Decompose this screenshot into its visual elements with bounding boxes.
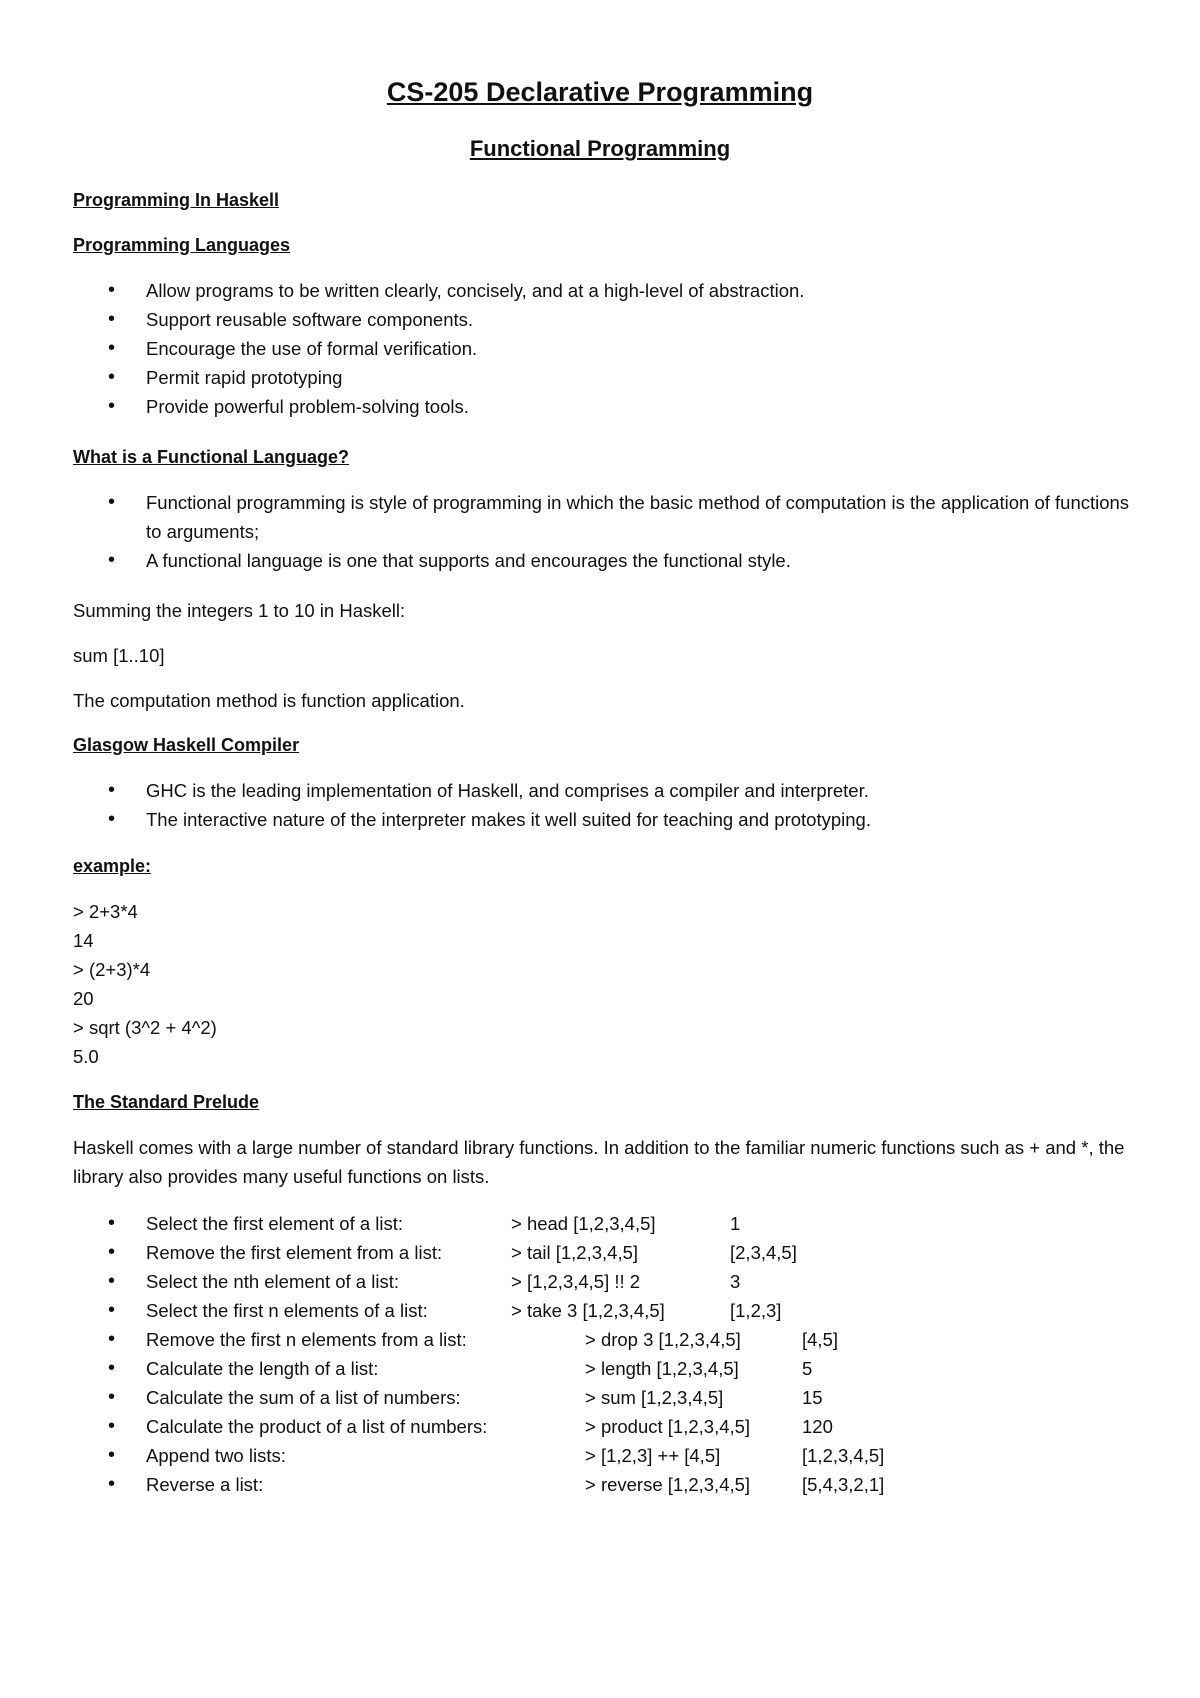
- heading-programming-languages: Programming Languages: [73, 235, 291, 255]
- prelude-expression: > drop 3 [1,2,3,4,5]: [585, 1329, 741, 1350]
- ghc-list: [0, 776, 1140, 834]
- list-item: • GHC is the leading implementation of Haskell, and comprises a compiler and interpreter.: [0, 776, 1140, 805]
- prelude-result: [4,5]: [802, 1329, 838, 1350]
- prelude-description: • Append two lists:: [146, 1445, 286, 1466]
- example-line: 5.0: [73, 1046, 99, 1067]
- list-item: • Provide powerful problem-solving tools.: [0, 392, 1140, 421]
- prelude-expression: > length [1,2,3,4,5]: [585, 1358, 739, 1379]
- computation-note: The computation method is function application.: [73, 690, 465, 711]
- heading-programming-in-haskell: Programming In Haskell: [73, 190, 280, 210]
- prelude-row: [0, 1470, 1140, 1499]
- prelude-result: 1: [730, 1213, 741, 1234]
- heading-functional-language: What is a Functional Language?: [73, 447, 350, 467]
- prelude-expression: > product [1,2,3,4,5]: [585, 1416, 751, 1437]
- prelude-row: [0, 1267, 1140, 1296]
- prelude-expression: > tail [1,2,3,4,5]: [511, 1242, 639, 1263]
- document-subtitle: Functional Programming: [469, 136, 731, 161]
- list-item: • Encourage the use of formal verification.: [0, 334, 1140, 363]
- prelude-description: • Select the first n elements of a list:: [146, 1300, 428, 1321]
- prelude-result: 15: [802, 1387, 823, 1408]
- prelude-expression: > [1,2,3,4,5] !! 2: [511, 1271, 641, 1292]
- prelude-description: • Remove the first element from a list:: [146, 1242, 443, 1263]
- prelude-description: • Reverse a list:: [146, 1474, 264, 1495]
- prelude-row: [0, 1354, 1140, 1383]
- prelude-description: • Calculate the product of a list of numbers:: [146, 1416, 488, 1437]
- example-line: 20: [73, 988, 94, 1009]
- heading-example: example:: [73, 856, 152, 876]
- prelude-row: [0, 1296, 1140, 1325]
- list-item: • Allow programs to be written clearly, concisely, and at a high-level of abstraction.: [0, 276, 1140, 305]
- prelude-expression: > [1,2,3] ++ [4,5]: [585, 1445, 721, 1466]
- prelude-description: • Calculate the sum of a list of numbers:: [146, 1387, 461, 1408]
- prelude-description: • Calculate the length of a list:: [146, 1358, 379, 1379]
- prelude-result: [2,3,4,5]: [730, 1242, 797, 1263]
- example-line: 14: [73, 930, 94, 951]
- example-line: > sqrt (3^2 + 4^2): [73, 1017, 217, 1038]
- prelude-result: 120: [802, 1416, 833, 1437]
- programming-languages-list: [0, 276, 1140, 421]
- prelude-functions-list: [0, 1209, 1140, 1499]
- prelude-row: [0, 1209, 1140, 1238]
- summing-code: sum [1..10]: [73, 645, 165, 666]
- prelude-result: [1,2,3]: [730, 1300, 782, 1321]
- prelude-result: [5,4,3,2,1]: [802, 1474, 885, 1495]
- prelude-description: • Remove the first n elements from a list:: [146, 1329, 467, 1350]
- heading-prelude: The Standard Prelude: [73, 1092, 260, 1112]
- list-item: • Support reusable software components.: [0, 305, 1140, 334]
- example-line: > (2+3)*4: [73, 959, 151, 980]
- prelude-expression: > take 3 [1,2,3,4,5]: [511, 1300, 665, 1321]
- prelude-expression: > head [1,2,3,4,5]: [511, 1213, 656, 1234]
- example-line: > 2+3*4: [73, 901, 138, 922]
- prelude-result: 3: [730, 1271, 741, 1292]
- prelude-description: • Select the first element of a list:: [146, 1213, 404, 1234]
- list-item: • Functional programming is style of programming in which the basic method of computation is the application of functions to arguments;: [0, 488, 1140, 546]
- prelude-intro: Haskell comes with a large number of standard library functions. In addition to the familiar numeric functions such as + and *, the library also provides many useful functions on lists.: [73, 1137, 1125, 1187]
- prelude-row: [0, 1441, 1140, 1470]
- document-title: CS-205 Declarative Programming: [386, 77, 814, 107]
- prelude-description: • Select the nth element of a list:: [146, 1271, 399, 1292]
- prelude-row: [0, 1412, 1140, 1441]
- functional-language-list: [0, 488, 1140, 575]
- prelude-result: [1,2,3,4,5]: [802, 1445, 885, 1466]
- prelude-row: [0, 1238, 1140, 1267]
- list-item: • A functional language is one that supports and encourages the functional style.: [0, 546, 1140, 575]
- prelude-row: [0, 1383, 1140, 1412]
- list-item: • The interactive nature of the interpreter makes it well suited for teaching and prototyping.: [0, 805, 1140, 834]
- prelude-row: [0, 1325, 1140, 1354]
- prelude-expression: > reverse [1,2,3,4,5]: [585, 1474, 751, 1495]
- list-item: • Permit rapid prototyping: [0, 363, 1140, 392]
- heading-ghc: Glasgow Haskell Compiler: [73, 735, 300, 755]
- prelude-expression: > sum [1,2,3,4,5]: [585, 1387, 724, 1408]
- summing-intro: Summing the integers 1 to 10 in Haskell:: [73, 600, 406, 621]
- prelude-result: 5: [802, 1358, 813, 1379]
